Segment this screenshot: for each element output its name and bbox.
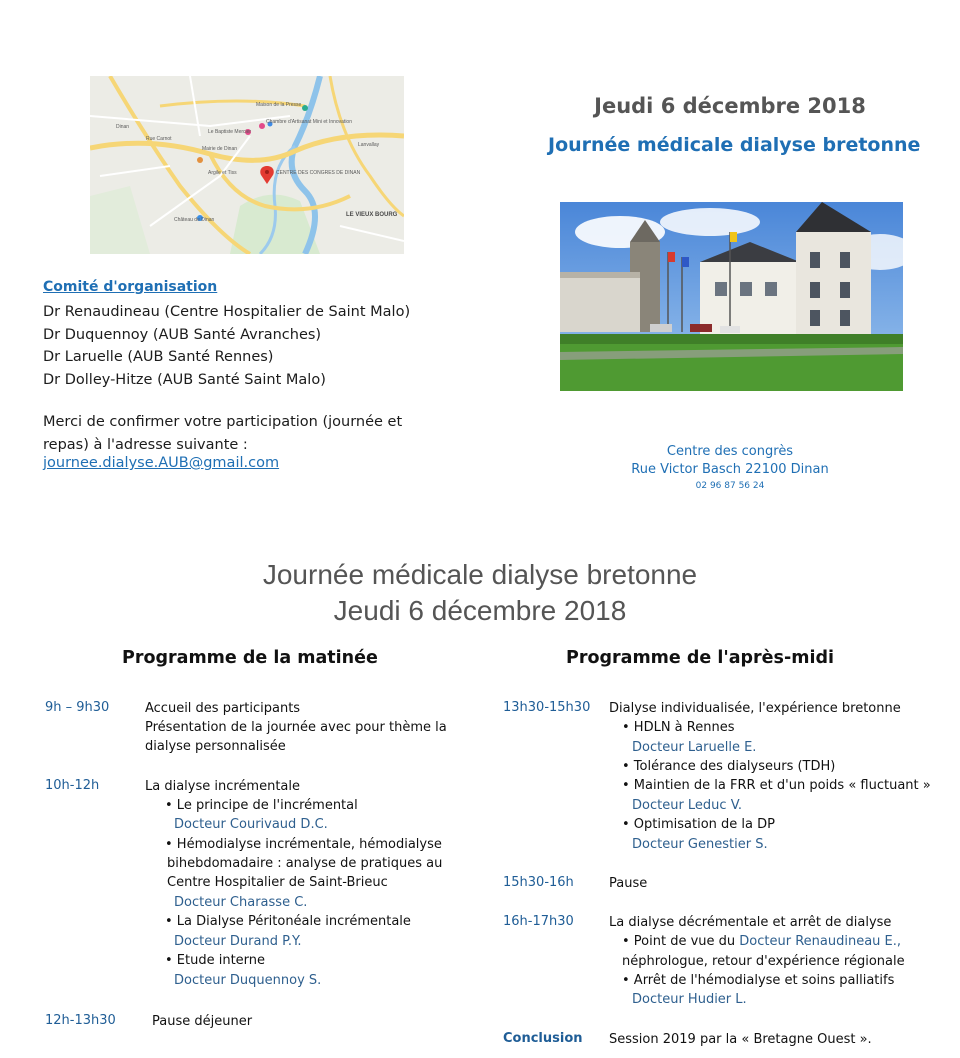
committee-list	[43, 301, 410, 391]
session-time: 12h-13h30	[45, 1013, 116, 1028]
main-title: Journée médicale dialyse bretonne	[262, 559, 698, 590]
session-text: • Le principe de l'incrémental	[165, 798, 358, 813]
session-text: • Optimisation de la DP	[622, 817, 775, 832]
venue-address: Rue Victor Basch 22100 Dinan	[631, 462, 829, 477]
session-text: néphrologue, retour d'expérience régionale	[622, 954, 905, 969]
session-text: • Tolérance des dialyseurs (TDH)	[622, 759, 836, 774]
speaker-name: Docteur Charasse C.	[174, 895, 308, 910]
map-label-maison: Maison de la Presse	[256, 102, 302, 108]
session-text: La dialyse incrémentale	[145, 779, 301, 794]
session-text: bihebdomadaire : analyse de pratiques au	[167, 856, 443, 871]
email-link[interactable]: journee.dialyse.AUB@gmail.com	[43, 455, 280, 471]
speaker-name: Docteur Hudier L.	[632, 992, 747, 1007]
map-label-rue: Rue Carnot	[146, 136, 172, 142]
session-time: 13h30-15h30	[503, 700, 591, 715]
venue-name: Centre des congrès	[666, 444, 794, 459]
session-text: • Hémodialyse incrémentale, hémodialyse	[165, 837, 442, 852]
afternoon-heading: Programme de l'après-midi	[566, 648, 834, 668]
event-title: Journée médicale dialyse bretonne	[548, 134, 921, 156]
session-text	[622, 932, 901, 952]
session-time: 15h30-16h	[503, 875, 574, 890]
session-text: • Arrêt de l'hémodialyse et soins palliatifs	[622, 973, 895, 988]
session-time: 9h – 9h30	[45, 700, 110, 715]
session-text: Pause	[609, 876, 648, 891]
session-text: Centre Hospitalier de Saint-Brieuc	[167, 875, 388, 890]
committee-member: Dr Duquennoy (AUB Santé Avranches)	[43, 326, 322, 343]
committee-member: Dr Dolley-Hitze (AUB Santé Saint Malo)	[43, 371, 326, 388]
speaker-name: Docteur Durand P.Y.	[174, 934, 302, 949]
speaker-name: Docteur Renaudineau E.,	[739, 934, 902, 949]
session-text: • Maintien de la FRR et d'un poids « fluctuant »	[622, 778, 931, 793]
confirm-text: Merci de confirmer votre participation (journée et repas) à l'adresse suivante :	[43, 414, 403, 453]
map-label-baptiste: Le Baptiste Mercier	[208, 129, 252, 135]
session-text: La dialyse décrémentale et arrêt de dialyse	[609, 915, 892, 930]
event-date: Jeudi 6 décembre 2018	[594, 94, 866, 118]
venue-phone: 02 96 87 56 24	[695, 481, 765, 491]
map-label-dinan: Dinan	[116, 124, 130, 130]
speaker-name: Docteur Courivaud D.C.	[174, 817, 328, 832]
map-label-chambre: Chambre d'Artisanat Mini et Innovation	[266, 119, 352, 125]
session-text: Session 2019 par la « Bretagne Ouest ».	[609, 1032, 872, 1047]
map-label-centre: CENTRE DES CONGRES DE DINAN	[276, 170, 361, 176]
main-subtitle: Jeudi 6 décembre 2018	[333, 595, 627, 626]
session-text: dialyse personnalisée	[145, 739, 286, 754]
speaker-name: Docteur Genestier S.	[632, 837, 768, 852]
session-text-part: • Point de vue du	[622, 934, 740, 949]
speaker-name: Docteur Leduc V.	[632, 798, 743, 813]
map-label-lehon: Lanvallay	[358, 142, 380, 148]
session-text: • Etude interne	[165, 953, 266, 968]
session-text: Accueil des participants	[145, 701, 301, 716]
venue-photo	[560, 202, 903, 391]
session-text: Pause déjeuner	[152, 1014, 253, 1029]
session-text: Présentation de la journée avec pour thème la	[145, 720, 447, 735]
morning-heading: Programme de la matinée	[122, 648, 378, 668]
map-label-vieux: LE VIEUX BOURG	[346, 212, 398, 218]
committee-member: Dr Laruelle (AUB Santé Rennes)	[43, 349, 274, 365]
committee-member: Dr Renaudineau (Centre Hospitalier de Saint Malo)	[43, 304, 411, 320]
speaker-name: Docteur Laruelle E.	[632, 740, 757, 755]
speaker-name: Docteur Duquennoy S.	[174, 973, 322, 988]
session-text: • HDLN à Rennes	[622, 720, 735, 735]
map-label-argile: Argile et Tiss	[208, 170, 237, 176]
map-label-mairie: Mairie de Dinan	[202, 146, 238, 152]
session-text: Dialyse individualisée, l'expérience bretonne	[609, 701, 901, 716]
conclusion-label: Conclusion	[503, 1031, 583, 1046]
location-map[interactable]	[90, 76, 404, 254]
session-time: 16h-17h30	[503, 914, 574, 929]
session-time: 10h-12h	[45, 778, 100, 793]
session-text: • La Dialyse Péritonéale incrémentale	[165, 914, 411, 929]
map-label-chateau: Château de Dinan	[174, 217, 215, 223]
committee-heading: Comité d'organisation	[43, 279, 218, 295]
